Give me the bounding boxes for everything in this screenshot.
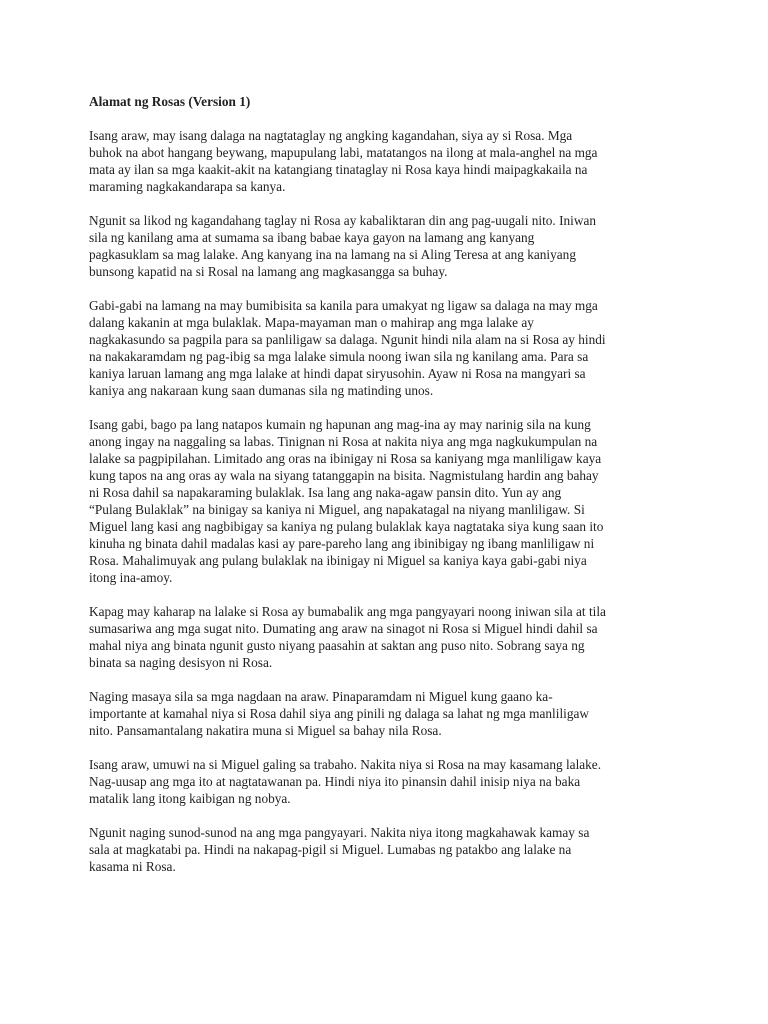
text-line: Rosa. Mahalimuyak ang pulang bulaklak na ibinigay ni Miguel sa kaniya kaya gabi-gabi niya	[89, 553, 587, 568]
text-line: anong ingay na naggaling sa labas. Tinignan ni Rosa at nakita niya ang mga nagkukumpulan na	[89, 434, 598, 449]
text-line: kaniya ang nakaraan kung saan dumanas sila ng matinding unos.	[89, 383, 434, 398]
text-line: nito. Pansamantalang nakatira muna si Miguel sa bahay nila Rosa.	[89, 723, 442, 738]
text-line: kaniya laruan lamang ang mga lalake at hindi dapat siryusohin. Ayaw ni Rosa na mangyari sa	[89, 366, 586, 381]
text-line: “Pulang Bulaklak” na binigay sa kaniya ni Miguel, ang napakatagal na niyang manliligaw. Si	[89, 502, 585, 517]
text-line: itong ina-amoy.	[89, 570, 173, 585]
text-line: na nakakaramdam ng pag-ibig sa mga lalake simula noong iwan sila ng kanilang ama. Para sa	[89, 349, 589, 364]
text-line: Naging masaya sila sa mga nagdaan na araw. Pinaparamdam ni Miguel kung gaano ka-	[89, 689, 553, 704]
paragraph	[89, 297, 689, 399]
text-line: ni Rosa dahil sa napakaraming bulaklak. Isa lang ang naka-agaw pansin dito. Yun ay ang	[89, 485, 562, 500]
document-page	[89, 93, 689, 892]
text-line: kasama ni Rosa.	[89, 859, 176, 874]
paragraph	[89, 756, 689, 807]
text-line: sumasariwa ang mga sugat nito. Dumating ang araw na sinagot ni Rosa si Miguel hindi dahil sa	[89, 621, 598, 636]
text-line: Miguel lang kasi ang nagbibigay sa kaniya ng pulang bulaklak kaya nagtataka siya kung saan ito	[89, 519, 604, 534]
text-line: sala at magkatabi pa. Hindi na nakapag-pigil si Miguel. Lumabas ng patakbo ang lalake na	[89, 842, 572, 857]
text-line: Nag-uusap ang mga ito at nagtatawanan pa. Hindi niya ito pinansin dahil inisip niya na baka	[89, 774, 581, 789]
text-line: binata sa naging desisyon ni Rosa.	[89, 655, 273, 670]
text-line: mahal niya ang binata ngunit gusto niyang paasahin at saktan ang puso nito. Sobrang saya ng	[89, 638, 585, 653]
text-line: kung tapos na ang oras ay wala na siyang tatanggapin na bisita. Nagmistulang hardin ang bahay	[89, 468, 599, 483]
text-line: Ngunit naging sunod-sunod na ang mga pangyayari. Nakita niya itong magkahawak kamay sa	[89, 825, 590, 840]
document-title: Alamat ng Rosas (Version 1)	[89, 94, 251, 109]
text-line: matalik lang itong kaibigan ng nobya.	[89, 791, 291, 806]
text-line: Kapag may kaharap na lalake si Rosa ay bumabalik ang mga pangyayari noong iniwan sila at tila	[89, 604, 606, 619]
paragraph	[89, 603, 689, 671]
text-line: Gabi-gabi na lamang na may bumibisita sa kanila para umakyat ng ligaw sa dalaga na may mga	[89, 298, 598, 313]
text-line: bunsong kapatid na si Rosal na lamang ang magkasangga sa buhay.	[89, 264, 448, 279]
text-line: pagkasuklam sa mag lalake. Ang kanyang ina na lamang na si Aling Teresa at ang kaniyang	[89, 247, 576, 262]
text-line: nagkakasundo sa pagpila para sa panliligaw sa dalaga. Ngunit hindi nila alam na si Rosa ay hindi	[89, 332, 606, 347]
text-line: Isang araw, umuwi na si Miguel galing sa trabaho. Nakita niya si Rosa na may kasamang lalake.	[89, 757, 602, 772]
paragraph	[89, 127, 689, 195]
text-line: Isang araw, may isang dalaga na nagtataglay ng angking kagandahan, siya ay si Rosa. Mga	[89, 128, 573, 143]
document-body	[89, 127, 689, 875]
text-line: maraming nagkakandarapa sa kanya.	[89, 179, 286, 194]
text-line: mata ay ilan sa mga kaakit-akit na katangiang tinataglay ni Rosa kaya hindi maipagkakaila na	[89, 162, 588, 177]
paragraph	[89, 212, 689, 280]
text-line: buhok na abot hangang beywang, mapupulang labi, matatangos na ilong at mala-anghel na mga	[89, 145, 598, 160]
paragraph	[89, 688, 689, 739]
paragraph	[89, 824, 689, 875]
text-line: lalake sa pagpipilahan. Limitado ang oras na ibinigay ni Rosa sa kaniyang mga manliligaw kaya	[89, 451, 602, 466]
text-line: Isang gabi, bago pa lang natapos kumain ng hapunan ang mag-ina ay may narinig sila na kung	[89, 417, 591, 432]
text-line: sila ng kanilang ama at sumama sa ibang babae kaya gayon na lamang ang kanyang	[89, 230, 535, 245]
text-line: kinuha ng binata dahil madalas kasi ay pare-pareho lang ang ibinibigay ng ibang manliligaw ni	[89, 536, 595, 551]
paragraph	[89, 416, 689, 586]
text-line: dalang kakanin at mga bulaklak. Mapa-mayaman man o mahirap ang mga lalake ay	[89, 315, 534, 330]
text-line: Ngunit sa likod ng kagandahang taglay ni Rosa ay kabaliktaran din ang pag-uugali nito. Iniwan	[89, 213, 597, 228]
text-line: importante at kamahal niya si Rosa dahil siya ang pinili ng dalaga sa lahat ng mga manliligaw	[89, 706, 589, 721]
